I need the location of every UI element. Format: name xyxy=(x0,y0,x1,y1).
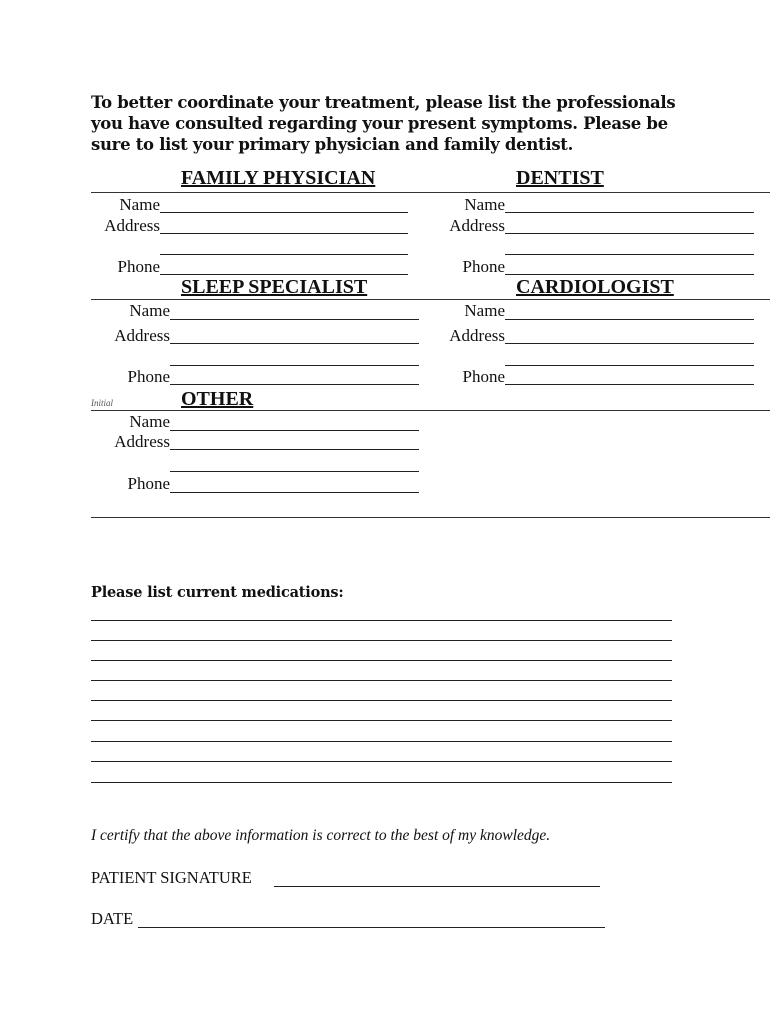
intro-line-3: sure to list your primary physician and family dentist. xyxy=(91,135,574,154)
intro-line-1: To better coordinate your treatment, please list the professionals xyxy=(91,93,676,112)
other-address-field[interactable] xyxy=(170,449,419,450)
intro-line-2: you have consulted regarding your present symptoms. Please be xyxy=(91,114,668,133)
medication-line[interactable] xyxy=(91,761,672,762)
dentist-address-label: Address xyxy=(449,216,505,235)
other-address-label: Address xyxy=(114,432,170,451)
other-phone-label: Phone xyxy=(127,474,170,493)
sleep-specialist-phone-label: Phone xyxy=(127,367,170,386)
medication-line[interactable] xyxy=(91,782,672,783)
dentist-name-field[interactable] xyxy=(505,212,754,213)
medication-line[interactable] xyxy=(91,720,672,721)
cardiologist-phone-field[interactable] xyxy=(505,384,754,385)
cardiologist-name-field[interactable] xyxy=(505,319,754,320)
patient-signature-label: PATIENT SIGNATURE xyxy=(91,868,252,887)
sleep-specialist-address-label: Address xyxy=(114,326,170,345)
dentist-name-label: Name xyxy=(464,195,505,214)
medication-line[interactable] xyxy=(91,620,672,621)
patient-signature-field[interactable] xyxy=(274,886,600,887)
date-label: DATE xyxy=(91,909,134,928)
initial-label: Initial xyxy=(91,398,113,408)
heading-sleep-specialist: SLEEP SPECIALIST xyxy=(181,276,368,298)
cardiologist-address-label: Address xyxy=(449,326,505,345)
sleep-specialist-phone-field[interactable] xyxy=(170,384,419,385)
medications-title: Please list current medications: xyxy=(91,584,344,601)
heading-family-physician: FAMILY PHYSICIAN xyxy=(181,167,376,189)
family-physician-phone-field[interactable] xyxy=(160,274,408,275)
medication-line[interactable] xyxy=(91,700,672,701)
heading-other: OTHER xyxy=(181,388,254,410)
section-divider xyxy=(91,192,770,193)
sleep-specialist-name-field[interactable] xyxy=(170,319,419,320)
other-address-field-2[interactable] xyxy=(170,471,419,472)
intro-text xyxy=(91,92,711,155)
family-physician-phone-label: Phone xyxy=(117,257,160,276)
cardiologist-address-field-2[interactable] xyxy=(505,365,754,366)
family-physician-address-field-2[interactable] xyxy=(160,254,408,255)
cardiologist-address-field[interactable] xyxy=(505,343,754,344)
certify-statement: I certify that the above information is correct to the best of my knowledge. xyxy=(91,827,551,844)
sleep-specialist-address-field-2[interactable] xyxy=(170,365,419,366)
medication-line[interactable] xyxy=(91,660,672,661)
family-physician-name-label: Name xyxy=(119,195,160,214)
section-divider xyxy=(91,517,770,518)
family-physician-name-field[interactable] xyxy=(160,212,408,213)
medication-line[interactable] xyxy=(91,680,672,681)
medication-line[interactable] xyxy=(91,741,672,742)
medication-line[interactable] xyxy=(91,640,672,641)
other-name-field[interactable] xyxy=(170,430,419,431)
heading-dentist: DENTIST xyxy=(516,167,604,189)
section-divider xyxy=(91,410,770,411)
heading-cardiologist: CARDIOLOGIST xyxy=(516,276,674,298)
dentist-phone-field[interactable] xyxy=(505,274,754,275)
sleep-specialist-name-label: Name xyxy=(129,301,170,320)
section-divider xyxy=(91,299,770,300)
dentist-address-field-2[interactable] xyxy=(505,254,754,255)
cardiologist-phone-label: Phone xyxy=(462,367,505,386)
other-name-label: Name xyxy=(129,412,170,431)
cardiologist-name-label: Name xyxy=(464,301,505,320)
family-physician-address-field[interactable] xyxy=(160,233,408,234)
dentist-address-field[interactable] xyxy=(505,233,754,234)
sleep-specialist-address-field[interactable] xyxy=(170,343,419,344)
family-physician-address-label: Address xyxy=(104,216,160,235)
other-phone-field[interactable] xyxy=(170,492,419,493)
dentist-phone-label: Phone xyxy=(462,257,505,276)
date-field[interactable] xyxy=(138,927,605,928)
